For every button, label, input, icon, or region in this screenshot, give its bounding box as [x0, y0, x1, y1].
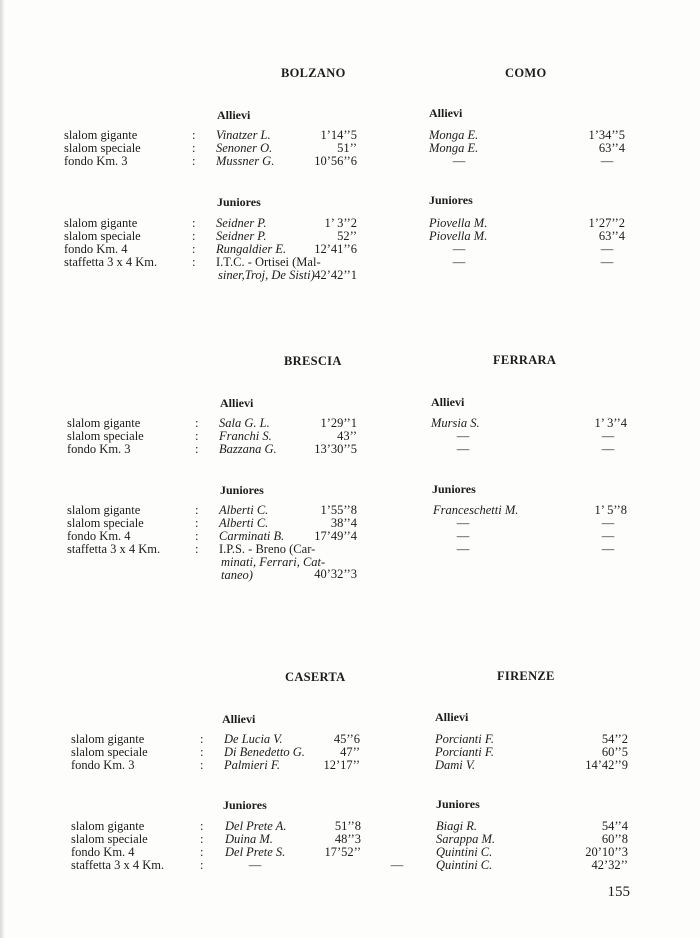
- discipline: slalom gigante: [64, 128, 138, 142]
- result-row: [64, 155, 634, 168]
- result-time: 47’’: [340, 745, 360, 759]
- discipline: slalom gigante: [71, 732, 145, 746]
- result-time: 1’ 5’’8: [594, 503, 627, 517]
- result-row-continuation: [64, 269, 634, 282]
- relay-team-members: siner,Troj, De Sisti): [218, 268, 315, 282]
- colon-separator: :: [192, 141, 196, 155]
- athlete-name: Sala G. L.: [219, 416, 270, 430]
- category-label-left: Juniores: [217, 195, 261, 209]
- athlete-name: Porcianti F.: [435, 732, 495, 746]
- colon-separator: :: [200, 858, 204, 872]
- category-label-left: Allievi: [217, 108, 251, 122]
- result-time: 10’56’’6: [314, 154, 357, 168]
- discipline: fondo Km. 4: [64, 242, 128, 256]
- city-heading-right: FERRARA: [493, 353, 557, 367]
- colon-separator: :: [195, 529, 199, 543]
- colon-separator: :: [195, 416, 199, 430]
- discipline: fondo Km. 3: [71, 758, 135, 772]
- relay-team-members: taneo): [221, 568, 253, 582]
- city-heading-left: BRESCIA: [284, 354, 342, 368]
- athlete-name: Monga E.: [429, 128, 479, 142]
- athlete-name: Alberti C.: [219, 503, 269, 517]
- empty-dash: —: [600, 255, 614, 269]
- result-time: 1’27’’2: [588, 216, 625, 230]
- discipline: slalom speciale: [64, 141, 141, 155]
- colon-separator: :: [192, 229, 196, 243]
- result-time: 14’42’’9: [585, 758, 628, 772]
- result-time: 1’29’’1: [320, 416, 357, 430]
- athlete-name: Carminati B.: [219, 529, 285, 543]
- athlete-name: Di Benedetto G.: [224, 745, 305, 759]
- colon-separator: :: [192, 128, 196, 142]
- colon-separator: :: [200, 758, 204, 772]
- discipline: fondo Km. 3: [67, 442, 131, 456]
- relay-team: I.T.C. - Ortisei (Mal-: [216, 255, 321, 269]
- colon-separator: :: [195, 516, 199, 530]
- athlete-name: Del Prete A.: [225, 819, 287, 833]
- athlete-name: Del Prete S.: [225, 845, 286, 859]
- athlete-name: Franceschetti M.: [433, 503, 519, 517]
- discipline: slalom gigante: [67, 503, 141, 517]
- athlete-name: Seidner P.: [216, 229, 267, 243]
- discipline: staffetta 3 x 4 Km.: [67, 542, 161, 556]
- colon-separator: :: [195, 429, 199, 443]
- athlete-name: Rungaldier E.: [216, 242, 287, 256]
- athlete-name: Mussner G.: [216, 154, 275, 168]
- athlete-name: Biagi R.: [436, 819, 477, 833]
- category-label-right: Juniores: [429, 193, 473, 207]
- result-time: 45’’6: [333, 732, 360, 746]
- colon-separator: :: [192, 242, 196, 256]
- result-time: 1’ 3’’4: [594, 416, 627, 430]
- athlete-name: Vinatzer L.: [216, 128, 271, 142]
- category-label-left: Juniores: [220, 483, 264, 497]
- result-time: 20’10’’3: [585, 845, 628, 859]
- result-time: 60’’5: [601, 745, 628, 759]
- category-label-right: Juniores: [432, 482, 476, 496]
- result-time: 38’’4: [330, 516, 357, 530]
- category-label-left: Allievi: [220, 396, 254, 410]
- discipline: slalom speciale: [64, 229, 141, 243]
- colon-separator: :: [200, 832, 204, 846]
- colon-separator: :: [192, 255, 196, 269]
- result-row: [67, 543, 637, 556]
- result-row: [71, 759, 641, 772]
- athlete-name: Monga E.: [429, 141, 479, 155]
- category-label-right: Allievi: [429, 106, 463, 120]
- empty-dash: —: [456, 516, 470, 530]
- empty-dash: —: [452, 255, 466, 269]
- empty-dash: —: [452, 242, 466, 256]
- colon-separator: :: [195, 542, 199, 556]
- empty-dash: —: [452, 154, 466, 168]
- athlete-name: Franchi S.: [219, 429, 272, 443]
- empty-dash: —: [248, 858, 262, 872]
- result-row: [67, 443, 637, 456]
- colon-separator: :: [200, 819, 204, 833]
- colon-separator: :: [195, 442, 199, 456]
- empty-dash: —: [600, 154, 614, 168]
- result-time: 60’’8: [601, 832, 628, 846]
- category-label-right: Allievi: [435, 710, 469, 724]
- category-label-left: Allievi: [222, 712, 256, 726]
- athlete-name: Senoner O.: [216, 141, 273, 155]
- discipline: slalom gigante: [71, 819, 145, 833]
- result-time: 48’’3: [334, 832, 361, 846]
- discipline: staffetta 3 x 4 Km.: [64, 255, 158, 269]
- empty-dash: —: [601, 542, 615, 556]
- empty-dash: —: [601, 429, 615, 443]
- result-time: 40’32’’3: [314, 567, 357, 581]
- relay-team: I.P.S. - Breno (Car-: [219, 542, 316, 556]
- result-row: [71, 859, 641, 872]
- colon-separator: :: [200, 745, 204, 759]
- athlete-name: Porcianti F.: [435, 745, 495, 759]
- discipline: fondo Km. 4: [71, 845, 135, 859]
- result-time: 1’ 3’’2: [324, 216, 357, 230]
- athlete-name: Piovella M.: [429, 229, 488, 243]
- empty-dash: —: [390, 858, 404, 872]
- category-label-right: Juniores: [436, 797, 480, 811]
- result-time: 63’’4: [598, 141, 625, 155]
- discipline: slalom speciale: [67, 429, 144, 443]
- athlete-name: Sarappa M.: [436, 832, 496, 846]
- athlete-name: Mursia S.: [431, 416, 480, 430]
- athlete-name: Quintini C.: [436, 858, 493, 872]
- athlete-name: Bazzana G.: [219, 442, 277, 456]
- colon-separator: :: [195, 503, 199, 517]
- empty-dash: —: [456, 442, 470, 456]
- athlete-name: Quintini C.: [436, 845, 493, 859]
- page-number: 155: [607, 884, 630, 900]
- discipline: staffetta 3 x 4 Km.: [71, 858, 165, 872]
- empty-dash: —: [456, 542, 470, 556]
- page-spine-shadow: [0, 0, 5, 938]
- result-time: 63’’4: [598, 229, 625, 243]
- result-time: 1’55’’8: [320, 503, 357, 517]
- result-time: 52’’: [337, 229, 357, 243]
- empty-dash: —: [601, 442, 615, 456]
- athlete-name: Seidner P.: [216, 216, 267, 230]
- relay-team-members: minati, Ferrari, Cat-: [221, 555, 326, 569]
- result-time: 17’52’’: [324, 845, 361, 859]
- result-time: 12’17’’: [323, 758, 360, 772]
- category-label-right: Allievi: [431, 395, 465, 409]
- category-label-left: Juniores: [223, 798, 267, 812]
- result-time: 13’30’’5: [314, 442, 357, 456]
- empty-dash: —: [600, 242, 614, 256]
- empty-dash: —: [601, 529, 615, 543]
- result-row-continuation: [67, 569, 637, 582]
- discipline: slalom gigante: [67, 416, 141, 430]
- empty-dash: —: [601, 516, 615, 530]
- empty-dash: —: [456, 529, 470, 543]
- city-heading-right: COMO: [505, 66, 547, 80]
- athlete-name: Piovella M.: [429, 216, 488, 230]
- athlete-name: Dami V.: [435, 758, 476, 772]
- discipline: slalom speciale: [67, 516, 144, 530]
- city-heading-right: FIRENZE: [497, 669, 555, 683]
- result-time: 51’’8: [334, 819, 361, 833]
- result-time: 17’49’’4: [314, 529, 357, 543]
- result-time: 51’’: [337, 141, 357, 155]
- colon-separator: :: [200, 732, 204, 746]
- athlete-name: De Lucia V.: [224, 732, 283, 746]
- athlete-name: Palmieri F.: [224, 758, 281, 772]
- result-time: 1’34’’5: [588, 128, 625, 142]
- discipline: fondo Km. 3: [64, 154, 128, 168]
- athlete-name: Duina M.: [225, 832, 273, 846]
- colon-separator: :: [192, 154, 196, 168]
- discipline: slalom gigante: [64, 216, 138, 230]
- athlete-name: Alberti C.: [219, 516, 269, 530]
- city-heading-left: CASERTA: [285, 670, 346, 684]
- discipline: slalom speciale: [71, 832, 148, 846]
- result-time: 54’’4: [601, 819, 628, 833]
- city-heading-left: BOLZANO: [281, 66, 346, 80]
- colon-separator: :: [200, 845, 204, 859]
- result-time: 12’41’’6: [314, 242, 357, 256]
- result-time: 54’’2: [601, 732, 628, 746]
- result-time: 42’32’’: [591, 858, 628, 872]
- result-time: 42’42’’1: [314, 268, 357, 282]
- discipline: slalom speciale: [71, 745, 148, 759]
- discipline: fondo Km. 4: [67, 529, 131, 543]
- empty-dash: —: [456, 429, 470, 443]
- colon-separator: :: [192, 216, 196, 230]
- result-time: 1’14’’5: [320, 128, 357, 142]
- result-time: 43’’: [337, 429, 357, 443]
